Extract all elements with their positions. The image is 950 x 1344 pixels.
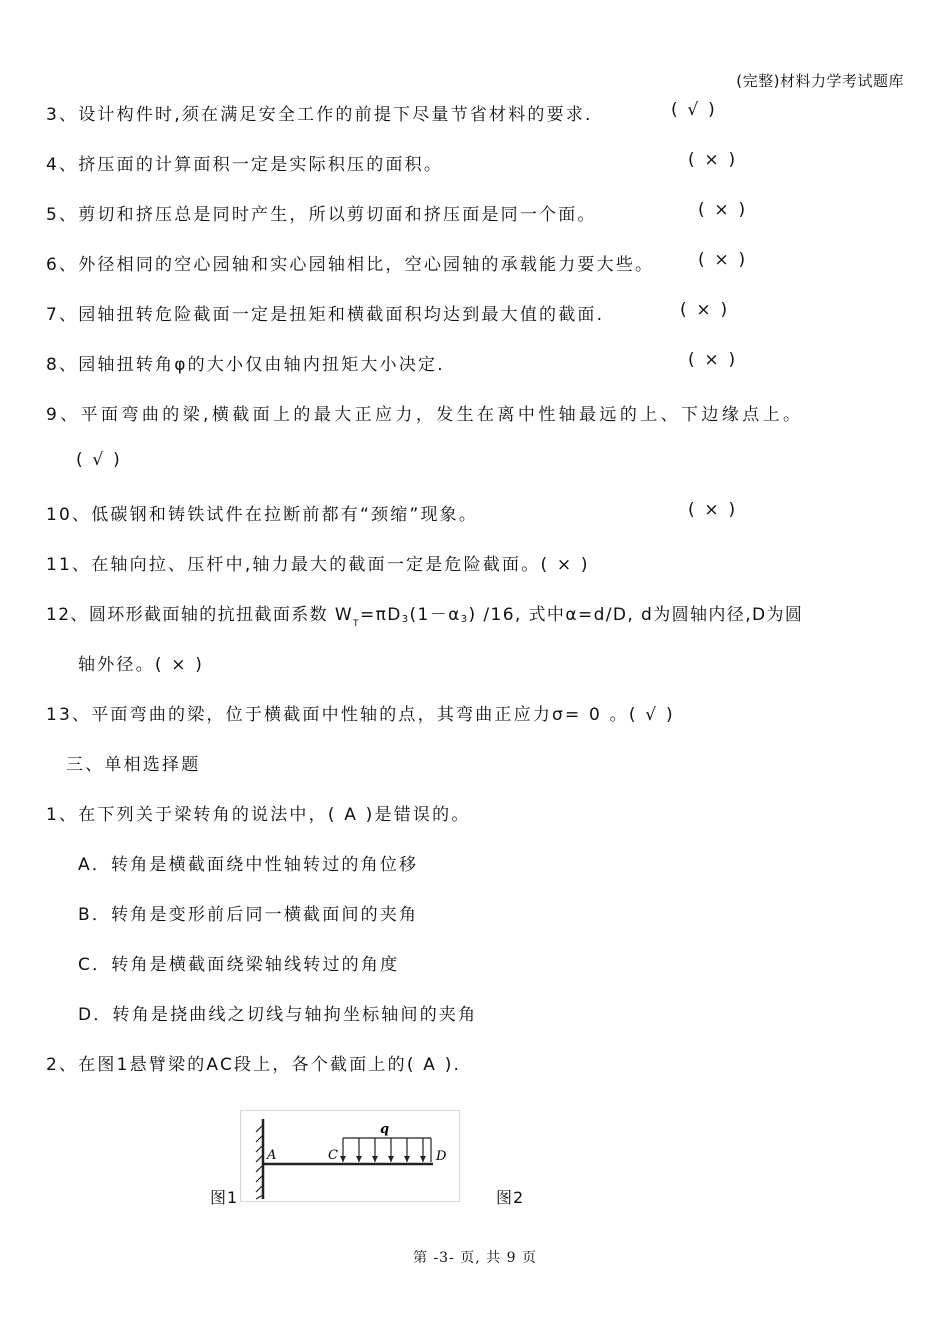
item-12	[46, 600, 803, 629]
item-12-answer: ( × )	[154, 655, 205, 675]
item-10	[46, 500, 738, 525]
item-13-text: 13、平面弯曲的梁，位于横截面中性轴的点，其弯曲正应力σ= 0 。	[46, 705, 629, 725]
item-11	[46, 550, 590, 575]
item-12-sup-3: 3	[401, 614, 410, 625]
question-2-stem: 2、在图1悬臂梁的AC段上，各个截面上的( A ).	[46, 1055, 462, 1075]
item-6	[46, 250, 748, 275]
item-12-text-c: (1－α	[409, 605, 461, 625]
item-9-answer: ( √ )	[76, 450, 122, 470]
item-13-answer: ( √ )	[628, 705, 675, 725]
document-header: (完整)材料力学考试题库	[736, 72, 904, 90]
distributed-load	[343, 1138, 431, 1162]
item-12-line2	[78, 650, 204, 675]
page-footer: 第 -3- 页, 共 9 页	[413, 1250, 537, 1266]
item-7-text: 7、园轴扭转危险截面一定是扭矩和横截面积均达到最大值的截面.	[46, 305, 605, 325]
item-5-text: 5、剪切和挤压总是同时产生，所以剪切面和挤压面是同一个面。	[46, 205, 597, 225]
item-3-answer: ( √ )	[671, 100, 717, 120]
item-8-text: 8、园轴扭转角φ的大小仅由轴内扭矩大小决定.	[46, 355, 445, 375]
cantilever-beam-figure	[240, 1110, 460, 1202]
item-6-text: 6、外径相同的空心园轴和实心园轴相比，空心园轴的承载能力要大些。	[46, 255, 655, 275]
item-9-text: 9、平面弯曲的梁,横截面上的最大正应力，发生在离中性轴最远的上、下边缘点上。	[46, 405, 804, 425]
item-4-answer: ( × )	[688, 150, 738, 170]
item-12-line2-text: 轴外径。	[78, 655, 155, 675]
item-6-answer: ( × )	[698, 250, 748, 270]
item-9-answer-line	[76, 450, 122, 470]
beam-diagram	[241, 1111, 459, 1201]
item-12-text-a: 12、圆环形截面轴的抗扭截面系数 W	[46, 605, 354, 625]
figure-2-label: 图2	[496, 1188, 525, 1207]
point-c-label: C	[328, 1148, 338, 1163]
question-1-option-d: D．转角是挠曲线之切线与轴拘坐标轴间的夹角	[78, 1005, 478, 1025]
load-q-label: q	[380, 1122, 390, 1137]
item-10-answer: ( × )	[688, 500, 738, 520]
item-12-sub-t: T	[353, 619, 360, 629]
item-10-text: 10、低碳钢和铸铁试件在拉断前都有“颈缩”现象。	[46, 505, 479, 525]
item-7-answer: ( × )	[680, 300, 730, 320]
item-8-answer: ( × )	[688, 350, 738, 370]
item-4-text: 4、挤压面的计算面积一定是实际积压的面积。	[46, 155, 444, 175]
item-9	[46, 400, 803, 425]
point-a-label: A	[267, 1148, 277, 1163]
item-5-answer: ( × )	[698, 200, 748, 220]
question-1-option-b: B．转角是变形前后同一横截面间的夹角	[78, 905, 419, 925]
item-13	[46, 700, 675, 725]
item-3	[46, 100, 717, 125]
load-arrowheads	[340, 1156, 426, 1162]
item-12-text-d: ) /16, 式中α=d/D, d为圆轴内径,D为圆	[468, 605, 804, 625]
question-1-option-c: C．转角是横截面绕梁轴线转过的角度	[78, 955, 400, 975]
item-3-text: 3、设计构件时,须在满足安全工作的前提下尽量节省材料的要求.	[46, 105, 593, 125]
figure-1-label: 图1	[210, 1188, 239, 1207]
question-1-stem: 1、在下列关于梁转角的说法中，( A )是错误的。	[46, 805, 471, 825]
item-4	[46, 150, 738, 175]
item-11-answer: ( × )	[540, 555, 590, 575]
section-heading: 三、单相选择题	[66, 755, 201, 775]
point-d-label: D	[436, 1149, 447, 1164]
item-12-sub-3: 3	[460, 614, 469, 625]
item-7	[46, 300, 730, 325]
item-5	[46, 200, 748, 225]
item-11-text: 11、在轴向拉、压杆中,轴力最大的截面一定是危险截面。	[46, 555, 541, 575]
question-1-option-a: A．转角是横截面绕中性轴转过的角位移	[78, 855, 419, 875]
item-8	[46, 350, 738, 375]
item-12-text-b: =πD	[359, 605, 402, 625]
